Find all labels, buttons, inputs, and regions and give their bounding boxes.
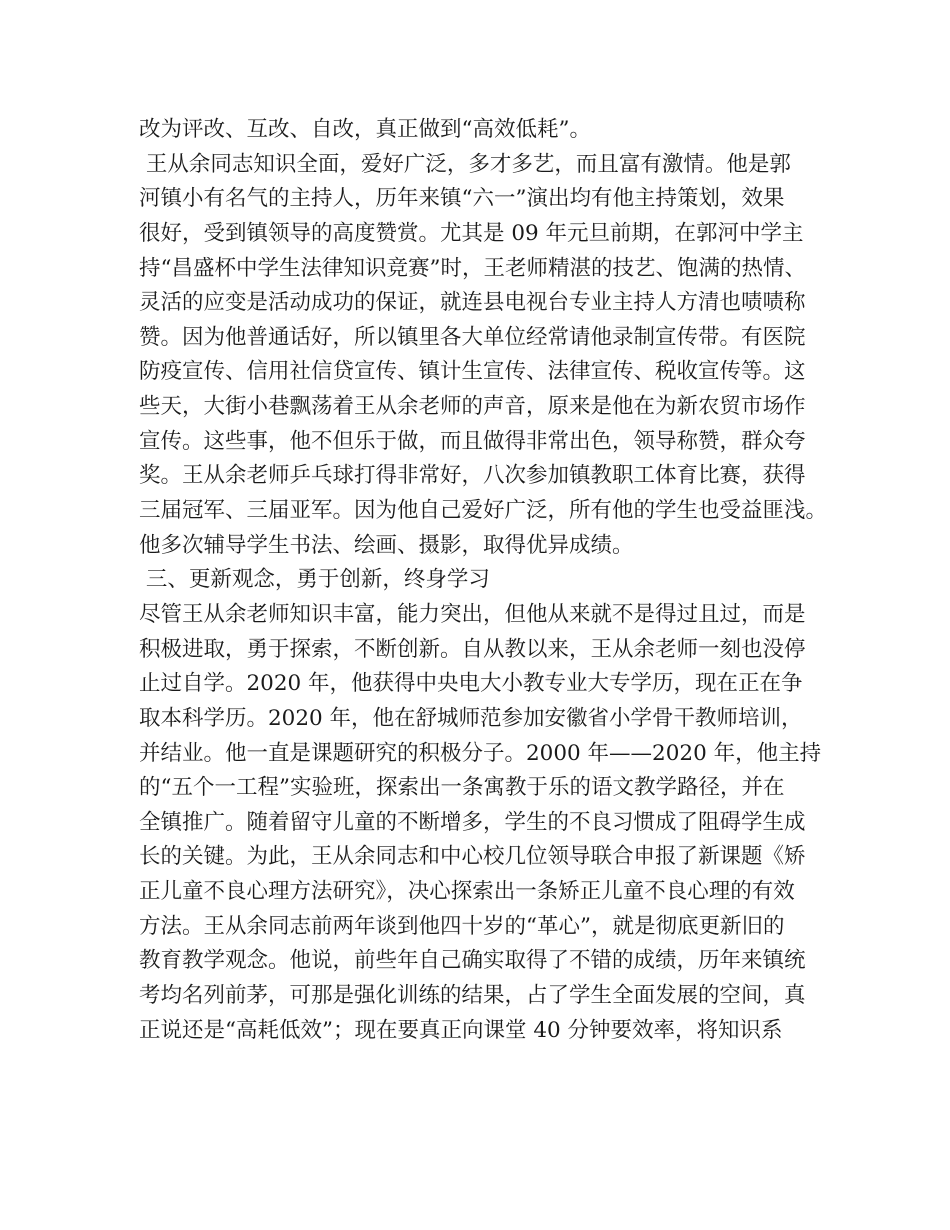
paragraph-line: 改为评改、互改、自改，真正做到“高效低耗”。: [139, 117, 591, 142]
paragraph-line: 奖。王从余老师乒乓球打得非常好，八次参加镇教职工体育比赛，获得: [139, 463, 806, 489]
paragraph-line: 止过自学。2020 年，他获得中央电大小教专业大专学历，现在正在争: [139, 671, 803, 697]
paragraph-line: 尽管王从余老师知识丰富，能力突出，但他从来就不是得过且过，而是: [139, 601, 806, 627]
paragraph-line: 方法。王从余同志前两年谈到他四十岁的“革心”，就是彻底更新旧的: [139, 913, 785, 939]
document-body: [139, 113, 829, 1048]
paragraph-line: 防疫宣传、信用社信贷宣传、镇计生宣传、法律宣传、税收宣传等。这: [139, 359, 806, 385]
paragraph-line: 他多次辅导学生书法、绘画、摄影，取得优异成绩。: [139, 532, 634, 558]
paragraph-line: 宣传。这些事，他不但乐于做，而且做得非常出色，领导称赞，群众夸: [139, 428, 806, 454]
paragraph-line: 王从余同志知识全面，爱好广泛，多才多艺，而且富有激情。他是郭: [139, 151, 791, 177]
paragraph-line: 很好，受到镇领导的高度赞赏。尤其是 09 年元旦前期，在郭河中学主: [139, 220, 804, 246]
paragraph-line: 赞。因为他普通话好，所以镇里各大单位经常请他录制宣传带。有医院: [139, 324, 806, 350]
paragraph-line: 河镇小有名气的主持人，历年来镇“六一”演出均有他主持策划，效果: [139, 186, 785, 212]
paragraph-line: 考均名列前茅，可那是强化训练的结果，占了学生全面发展的空间，真: [139, 983, 806, 1009]
paragraph-line: 正儿童不良心理方法研究》，决心探索出一条矫正儿童不良心理的有效: [139, 879, 795, 905]
paragraph-line: 取本科学历。2020 年，他在舒城师范参加安徽省小学骨干教师培训，: [139, 705, 803, 731]
section-heading: 三、更新观念，勇于创新，终身学习: [139, 567, 490, 593]
paragraph-line: 积极进取，勇于探索，不断创新。自从教以来，王从余老师一刻也没停: [139, 636, 806, 662]
paragraph-line: 教育教学观念。他说，前些年自己确实取得了不错的成绩，历年来镇统: [139, 948, 806, 974]
paragraph-line: 灵活的应变是活动成功的保证，就连县电视台专业主持人方清也啧啧称: [139, 290, 806, 316]
paragraph-line: 三届冠军、三届亚军。因为他自己爱好广泛，所有他的学生也受益匪浅。: [139, 498, 828, 524]
paragraph-line: 正说还是“高耗低效”；现在要真正向课堂 40 分钟要效率，将知识系: [139, 1017, 783, 1043]
paragraph-line: 的“五个一工程”实验班，探索出一条寓教于乐的语文教学路径，并在: [139, 775, 785, 801]
paragraph-line: 全镇推广。随着留守儿童的不断增多，学生的不良习惯成了阻碍学生成: [139, 809, 806, 835]
paragraph-line: 持“昌盛杯中学生法律知识竞赛”时，王老师精湛的技艺、饱满的热情、: [139, 255, 806, 281]
paragraph-line: 并结业。他一直是课题研究的积极分子。2000 年——2020 年，他主持: [139, 740, 822, 766]
paragraph-line: 长的关键。为此，王从余同志和中心校几位领导联合申报了新课题《矫: [139, 844, 806, 870]
paragraph-line: 些天，大街小巷飘荡着王从余老师的声音，原来是他在为新农贸市场作: [139, 394, 806, 420]
